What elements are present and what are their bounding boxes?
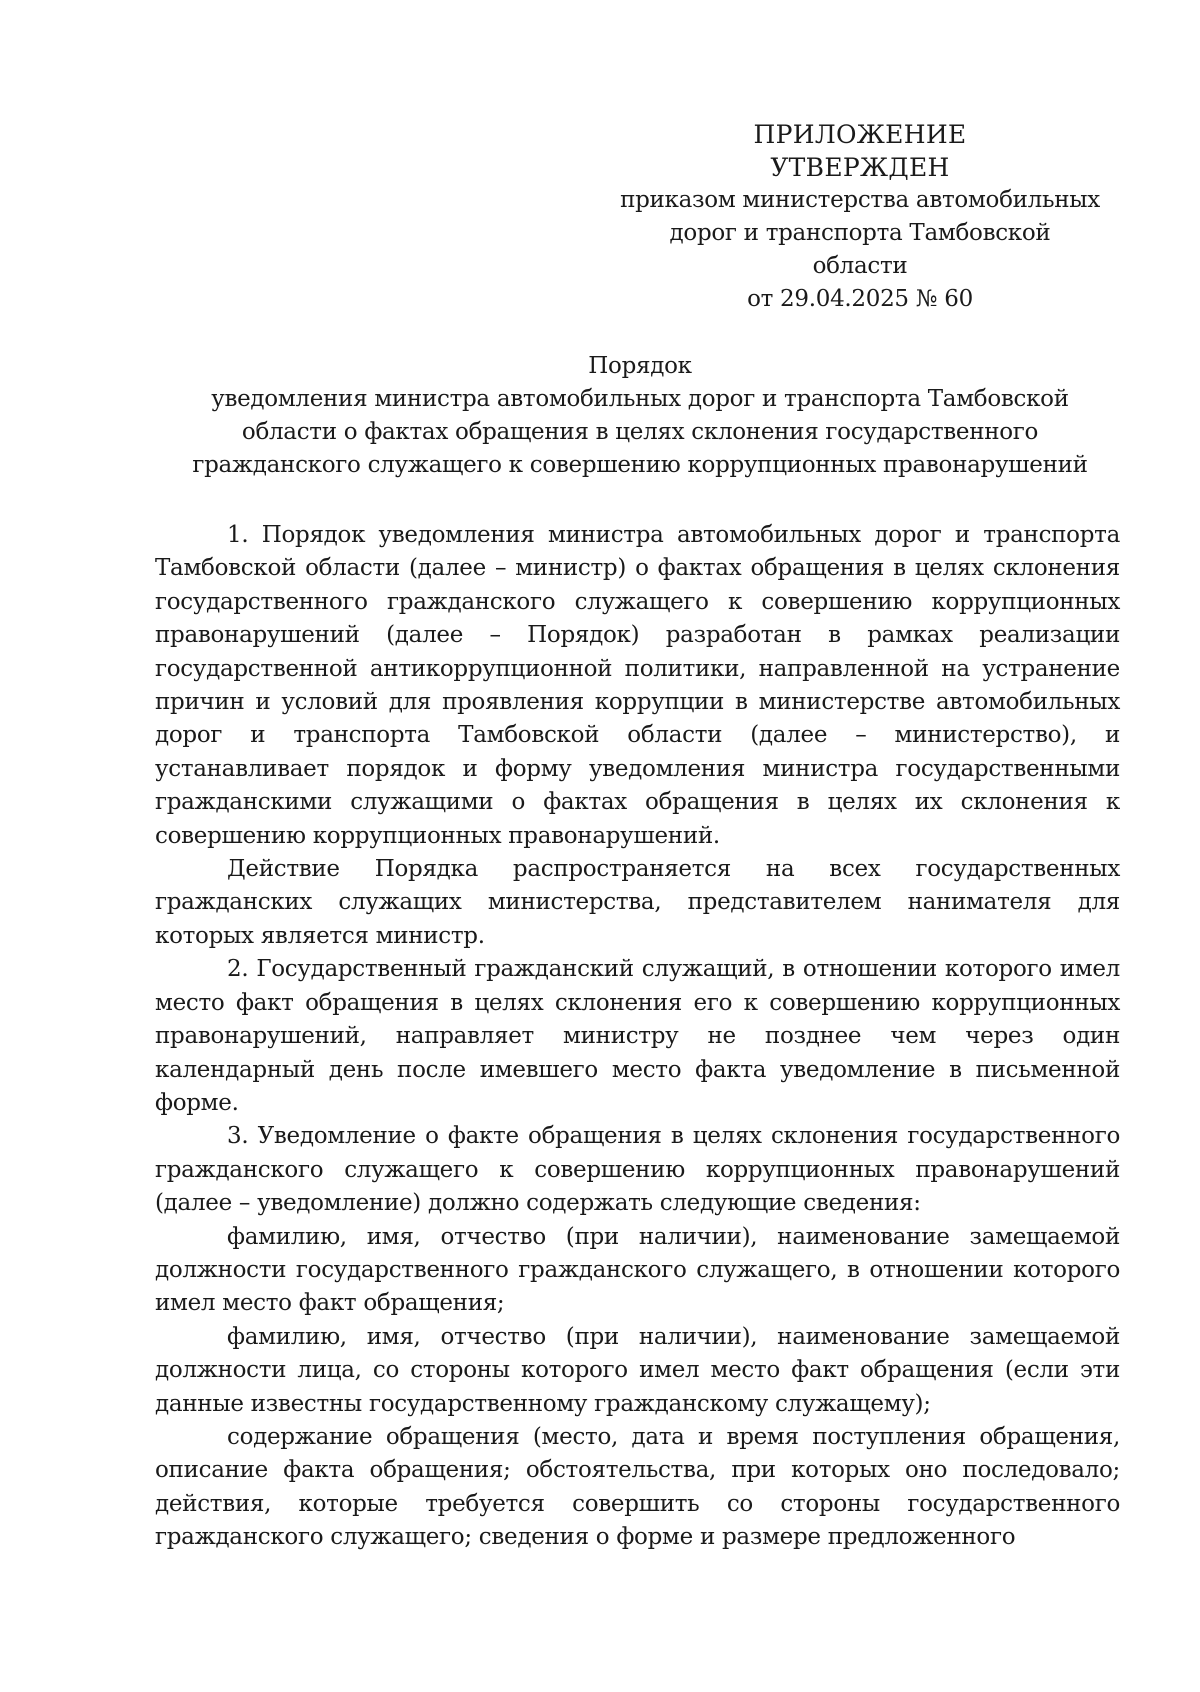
approval-date-number: от 29.04.2025 № 60 — [747, 286, 973, 312]
title-heading: Порядок — [588, 353, 692, 379]
approval-line: дорог и транспорта Тамбовской — [669, 220, 1051, 246]
document-body — [155, 519, 1120, 1555]
approval-line: области — [812, 253, 908, 279]
paragraph: Действие Порядка распространяется на всех государственных гражданских служащих министерства, представителем нанимателя для которых является министр. — [155, 856, 1120, 949]
paragraph: содержание обращения (место, дата и время поступления обращения, описание факта обращения; обстоятельства, при которых оно последовало; действия, которые требуется совершить со стороны государственного гражданского служащего; сведения о форме и размере предложенного — [155, 1423, 1120, 1551]
paragraph: 1. Порядок уведомления министра автомобильных дорог и транспорта Тамбовской области (далее – министр) о фактах обращения в целях склонения государственного гражданского служащего к совершению коррупционных правонарушений (далее – Порядок) разработан в рамках реализации государственной антикоррупционной политики, направленной на устранение причин и условий для проявления коррупции в министерстве автомобильных дорог и транспорта Тамбовской области (далее – министерство), и устанавливает порядок и форму уведомления министра государственными гражданскими служащими о фактах обращения в целях их склонения к совершению коррупционных правонарушений. — [155, 522, 1120, 849]
document-title — [150, 350, 1130, 482]
paragraph: фамилию, имя, отчество (при наличии), наименование замещаемой должности лица, со стороны которого имел место факт обращения (если эти данные известны государственному гражданскому служащему); — [155, 1323, 1120, 1417]
approved-heading: УТВЕРЖДЕН — [770, 153, 950, 182]
title-line: уведомления министра автомобильных дорог и транспорта Тамбовской — [211, 386, 1069, 412]
paragraph: 2. Государственный гражданский служащий, в отношении которого имел место факт обращения в целях склонения его к совершению коррупционных правонарушений, направляет министру не позднее чем через один календарный день после имевшего место факта уведомление в письменной форме. — [155, 956, 1120, 1116]
title-line: гражданского служащего к совершению коррупционных правонарушений — [192, 452, 1088, 478]
annex-heading: ПРИЛОЖЕНИЕ — [753, 120, 967, 149]
title-line: области о фактах обращения в целях склонения государственного — [241, 419, 1039, 445]
paragraph: 3. Уведомление о факте обращения в целях склонения государственного гражданского служащего к совершению коррупционных правонарушений (далее – уведомление) должно содержать следующие сведения: — [155, 1123, 1120, 1217]
paragraph: фамилию, имя, отчество (при наличии), наименование замещаемой должности государственного гражданского служащего, в отношении которого имел место факт обращения; — [155, 1223, 1120, 1317]
approval-block — [610, 118, 1110, 316]
approval-line: приказом министерства автомобильных — [620, 187, 1100, 213]
